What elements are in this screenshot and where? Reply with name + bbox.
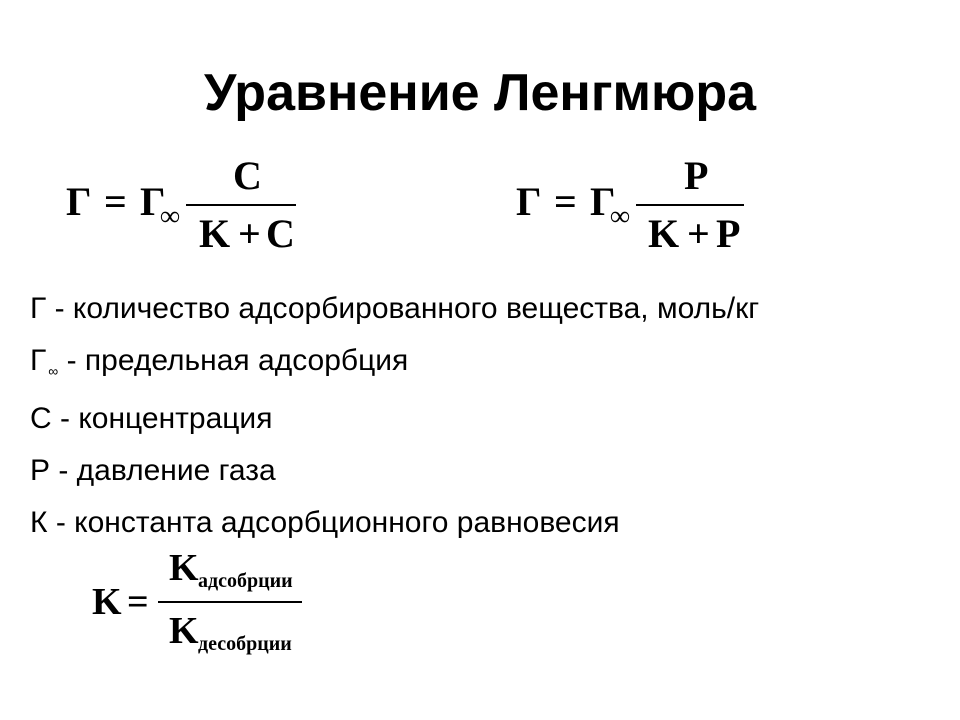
equals-sign: = (104, 179, 127, 224)
fraction-line (158, 601, 302, 603)
definition-symbol: Г (30, 292, 47, 325)
k-denominator: K (169, 610, 199, 652)
gamma-lhs: Г (516, 179, 542, 224)
gamma-max: Г (140, 179, 166, 224)
k-numerator-subscript: адсобрции (198, 570, 293, 592)
numerator: P (684, 153, 709, 198)
definition-symbol: Р (30, 454, 51, 487)
denominator-k: K (648, 211, 680, 256)
definition-symbol: Г (30, 344, 47, 377)
infinity-subscript: ∞ (48, 363, 59, 379)
definition-text: - количество адсорбированного вещества, моль/кг (46, 292, 760, 325)
denominator-variable: P (716, 211, 741, 256)
definition-text: - предельная адсорбция (58, 344, 409, 377)
definition-pressure (30, 453, 276, 489)
gamma-lhs: Г (66, 179, 92, 224)
denominator-k: K (199, 211, 231, 256)
definition-symbol: К (30, 506, 48, 539)
denominator-variable: C (266, 211, 295, 256)
k-numerator: K (169, 547, 199, 589)
definition-text: - давление газа (50, 454, 276, 487)
definition-concentration (30, 401, 272, 437)
definition-symbol: С (30, 402, 52, 435)
equals-sign: = (127, 581, 149, 623)
definition-constant (30, 505, 620, 541)
infinity-subscript: ∞ (610, 201, 630, 232)
definition-gamma-max (30, 343, 408, 383)
k-lhs: K (92, 581, 122, 623)
definition-text: - концентрация (51, 402, 273, 435)
infinity-subscript: ∞ (160, 201, 180, 232)
equals-sign: = (554, 179, 577, 224)
gamma-max: Г (590, 179, 616, 224)
denominator-plus: + (238, 211, 261, 256)
slide-title: Уравнение Ленгмюра (203, 64, 757, 122)
definition-text: - константа адсорбционного равновесия (47, 506, 620, 539)
fraction-line (186, 204, 296, 206)
fraction-line (636, 204, 744, 206)
numerator: C (233, 153, 262, 198)
denominator-plus: + (687, 211, 710, 256)
definition-gamma (30, 291, 759, 327)
k-denominator-subscript: десобрции (198, 633, 292, 655)
